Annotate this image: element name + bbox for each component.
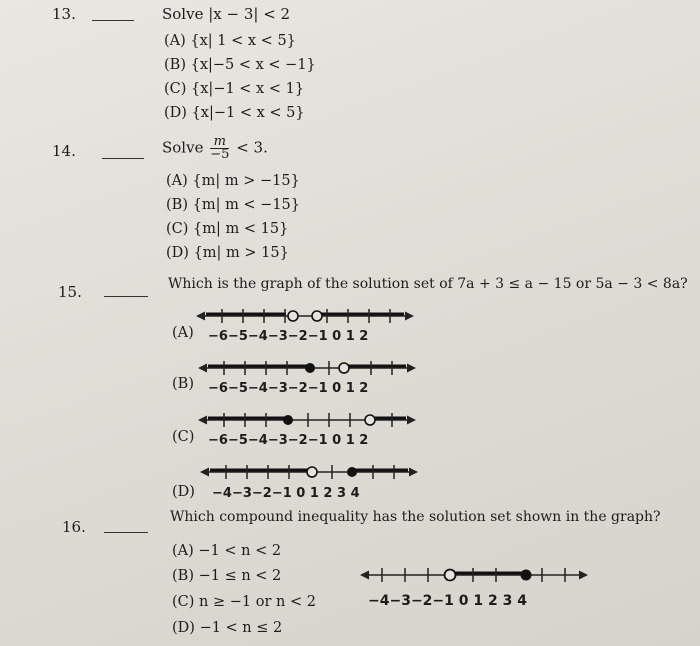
question-16-number-line (360, 565, 600, 585)
question-15-number-line-c-labels: −6−5−4−3−2−1 0 1 2 (208, 433, 369, 448)
question-14-option-b[interactable]: (B) {m| m < −15} (166, 197, 301, 213)
question-13-option-b[interactable]: (B) {x|−5 < x < −1} (164, 57, 316, 73)
question-14-prompt: Solve $\frac{m}{-5}$ < 3. (162, 134, 268, 162)
question-14-number: 14. (52, 142, 76, 160)
question-14-option-a[interactable]: (A) {m| m > −15} (166, 173, 300, 189)
question-16-option-b[interactable]: (B) −1 ≤ n < 2 (172, 568, 282, 584)
question-14-option-d[interactable]: (D) {m| m > 15} (166, 245, 289, 261)
question-15-number-line-c (198, 410, 428, 430)
question-13-option-c[interactable]: (C) {x|−1 < x < 1} (164, 81, 305, 97)
question-15-number-line-d (200, 462, 430, 482)
question-15-number-line-b (198, 358, 428, 378)
question-16-option-c[interactable]: (C) n ≥ −1 or n < 2 (172, 594, 316, 610)
question-13-prompt: Solve |x − 3| < 2 (162, 5, 291, 23)
question-16-option-a[interactable]: (A) −1 < n < 2 (172, 543, 282, 559)
question-15-prompt: Which is the graph of the solution set of 7a + 3 ≤ a − 15 or 5a − 3 < 8a? (168, 276, 688, 292)
question-15-number: 15. (58, 283, 82, 301)
question-15-number-line-d-labels: −4−3−2−1 0 1 2 3 4 (212, 486, 360, 501)
question-13-number: 13. (52, 5, 76, 23)
question-16-number: 16. (62, 518, 86, 536)
question-14-fraction: $\frac{m}{-5}$ (210, 134, 230, 162)
question-14-option-c[interactable]: (C) {m| m < 15} (166, 221, 289, 237)
question-13-option-a[interactable]: (A) {x| 1 < x < 5} (164, 33, 296, 49)
question-15-answer-blank[interactable] (104, 296, 148, 297)
question-15-number-line-a (196, 306, 426, 326)
question-15-option-b-letter[interactable]: (B) (172, 376, 194, 392)
question-15-option-a-letter[interactable]: (A) (172, 325, 194, 341)
question-16-option-d[interactable]: (D) −1 < n ≤ 2 (172, 620, 283, 636)
question-15-number-line-b-labels: −6−5−4−3−2−1 0 1 2 (208, 381, 369, 396)
question-16-prompt: Which compound inequality has the solution set shown in the graph? (170, 509, 661, 525)
question-16-number-line-labels: −4−3−2−1 0 1 2 3 4 (368, 593, 527, 609)
question-14-answer-blank[interactable] (102, 158, 144, 159)
question-16-answer-blank[interactable] (104, 532, 148, 533)
question-13-option-d[interactable]: (D) {x|−1 < x < 5} (164, 105, 305, 121)
question-15-option-c-letter[interactable]: (C) (172, 429, 195, 445)
question-13-answer-blank[interactable] (92, 20, 134, 21)
question-15-option-d-letter[interactable]: (D) (172, 484, 195, 500)
question-15-number-line-a-labels: −6−5−4−3−2−1 0 1 2 (208, 329, 369, 344)
